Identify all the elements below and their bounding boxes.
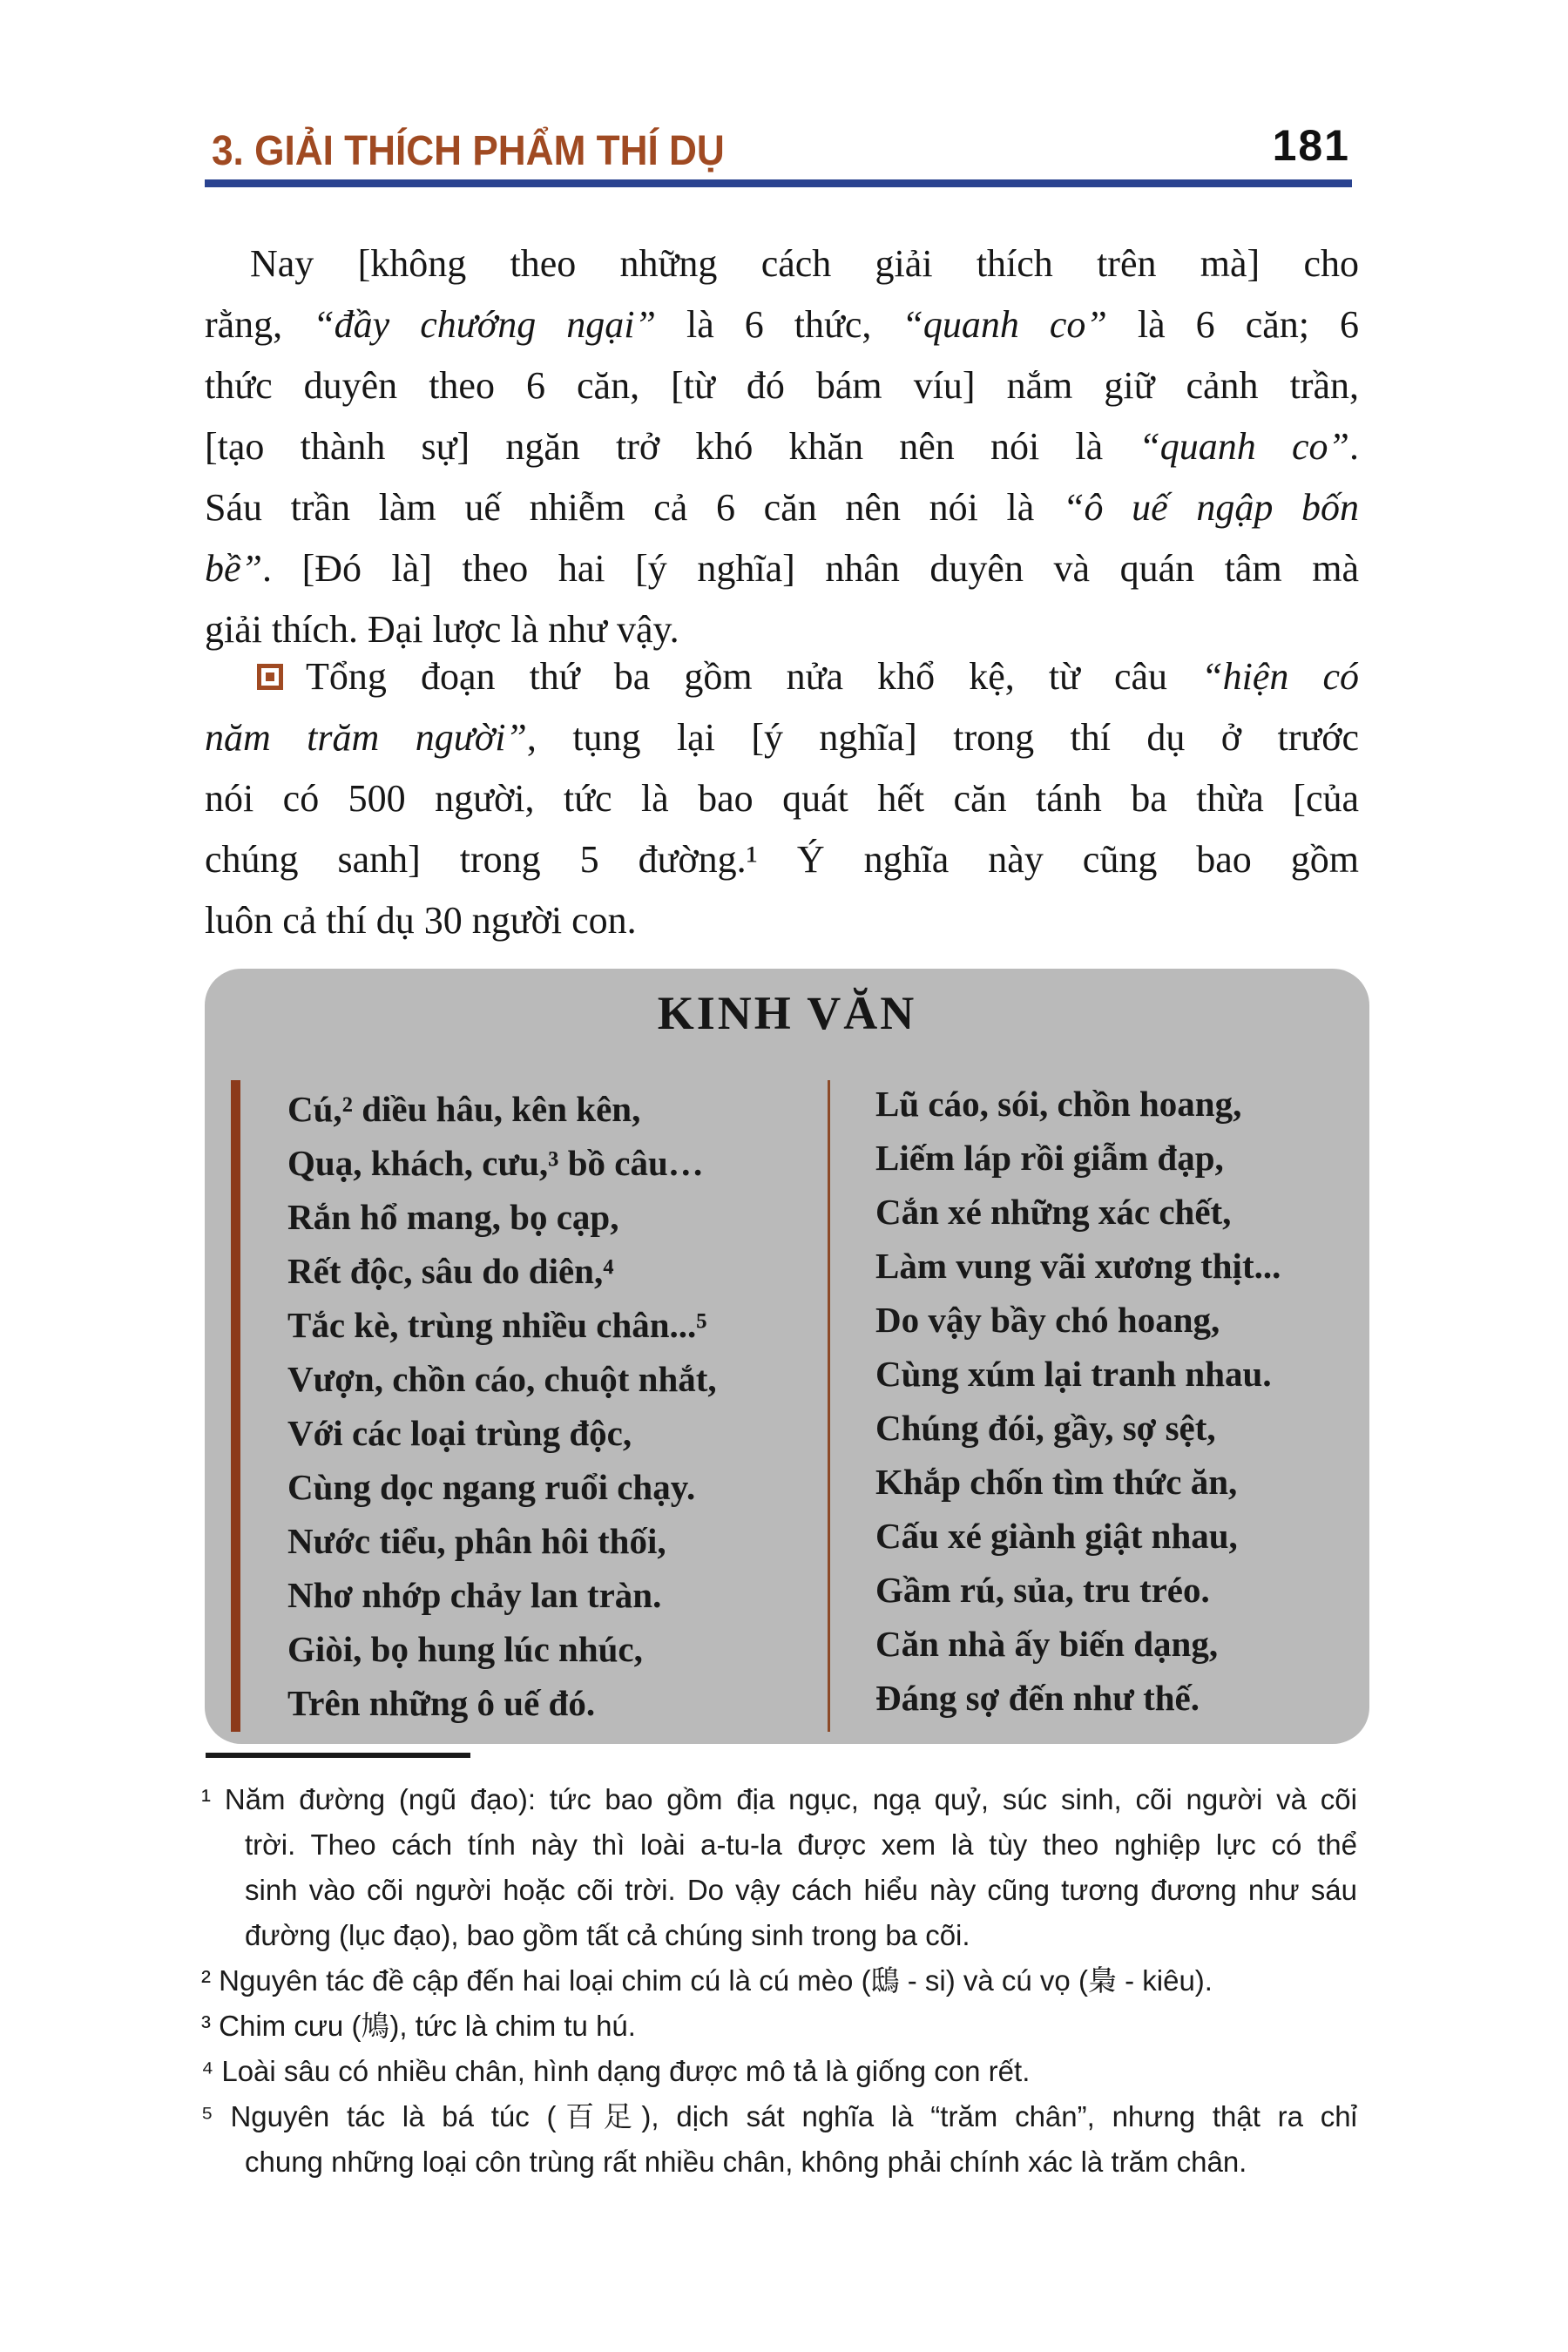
text-segment: ¹ Năm đường (ngũ đạo): tức bao gồm địa ngục, ngạ quỷ, súc sinh, cõi người và cõi — [201, 1783, 1357, 1815]
text-segment: nói có 500 người, tức là bao quát hết căn tánh ba thừa [của — [205, 777, 1359, 820]
footnote — [201, 1777, 1357, 1958]
verse-line: Tắc kè, trùng nhiều chân...⁵ — [287, 1305, 707, 1345]
body-text-line — [205, 707, 1359, 768]
body-text-line — [205, 233, 1359, 294]
text-segment: , tụng lại [ý nghĩa] trong thí dụ ở trước — [526, 716, 1359, 759]
body-text-line — [205, 355, 1359, 416]
footnote-line — [201, 1913, 1357, 1958]
verse-line: Cùng dọc ngang ruổi chạy. — [287, 1467, 696, 1507]
verse-line: Cấu xé giành giật nhau, — [875, 1516, 1238, 1556]
verse-line: Cắn xé những xác chết, — [875, 1192, 1232, 1232]
section-bullet-icon — [257, 664, 283, 690]
text-segment: ⁵ Nguyên tác là bá túc (百足), dịch sát nghĩa là “trăm chân”, nhưng thật ra chỉ — [201, 2100, 1357, 2132]
body-text-line — [205, 890, 1359, 951]
text-segment: . [Đó là] theo hai [ý nghĩa] nhân duyên và quán tâm mà — [262, 547, 1359, 590]
footnote — [201, 2049, 1357, 2094]
text-segment: sinh vào cõi người hoặc cõi trời. Do vậy cách hiểu này cũng tương đương như sáu — [245, 1874, 1357, 1906]
text-segment: chung những loại côn trùng rất nhiều chân, không phải chính xác là trăm chân. — [245, 2146, 1247, 2178]
verse-line: Chúng đói, gầy, sợ sệt, — [875, 1408, 1216, 1448]
verse-line: Giòi, bọ hung lúc nhúc, — [287, 1629, 643, 1669]
verse-accent-bar — [231, 1080, 240, 1732]
footnotes-block — [201, 1777, 1357, 2185]
text-segment: “ô uế ngập bốn — [1062, 486, 1359, 529]
text-segment: là 6 thức, — [655, 303, 902, 346]
body-text-line — [205, 477, 1359, 538]
paragraph-explanation-1 — [205, 233, 1359, 660]
page-number: 181 — [1272, 121, 1350, 170]
verse-column-divider — [828, 1080, 830, 1732]
footnote-line — [201, 2139, 1357, 2185]
kinh-van-box — [205, 969, 1369, 1744]
text-segment: Sáu trần làm uế nhiễm cả 6 căn nên nói là — [205, 486, 1063, 529]
verse-line: Trên những ô uế đó. — [287, 1683, 596, 1723]
footnote-line — [201, 1777, 1357, 1822]
verse-line: Gầm rú, sủa, tru tréo. — [875, 1570, 1210, 1610]
verse-line: Liếm láp rồi giẫm đạp, — [875, 1138, 1224, 1178]
text-segment: năm trăm người” — [205, 716, 527, 759]
footnote-line — [201, 2049, 1357, 2094]
footnote-line — [201, 1822, 1357, 1868]
verse-line: Quạ, khách, cưu,³ bồ câu… — [287, 1143, 704, 1183]
text-segment: “hiện có — [1201, 655, 1359, 698]
verse-line: Với các loại trùng độc, — [287, 1413, 632, 1453]
verse-line: Làm vung vãi xương thịt... — [875, 1246, 1281, 1286]
footnote-separator — [206, 1753, 470, 1758]
verse-line: Nước tiểu, phân hôi thối, — [287, 1521, 666, 1561]
verse-line: Cú,² diều hâu, kên kên, — [287, 1089, 641, 1129]
text-segment: “đầy chướng ngại” — [313, 303, 656, 346]
body-text-line — [205, 768, 1359, 829]
text-segment: Nay [không theo những cách giải thích trên mà] cho — [250, 242, 1359, 285]
text-segment: giải thích. Đại lược là như vậy. — [205, 608, 679, 651]
footnote — [201, 2004, 1357, 2049]
verse-line: Rết độc, sâu do diên,⁴ — [287, 1251, 614, 1291]
verse-line: Nhơ nhớp chảy lan tràn. — [287, 1575, 662, 1615]
footnote-line — [201, 1868, 1357, 1913]
text-segment: trời. Theo cách tính này thì loài a-tu-la được xem là tùy theo nghiệp lực có thể — [245, 1828, 1357, 1861]
chapter-heading: 3. GIẢI THÍCH PHẨM THÍ DỤ — [212, 128, 725, 174]
footnote — [201, 1958, 1357, 2004]
body-text-line — [205, 538, 1359, 599]
footnote-line — [201, 1958, 1357, 2004]
text-segment: “quanh co” — [1139, 425, 1349, 468]
verse-column-left — [287, 1082, 814, 1730]
footnote-line — [201, 2004, 1357, 2049]
kinh-van-heading: KINH VĂN — [657, 987, 917, 1039]
text-segment: ³ Chim cưu (鳩), tức là chim tu hú. — [201, 2010, 636, 2042]
body-text-line — [205, 416, 1359, 477]
text-segment: . — [1348, 425, 1359, 468]
footnote-line — [201, 2094, 1357, 2139]
text-segment: thức duyên theo 6 căn, [từ đó bám víu] nắm giữ cảnh trần, — [205, 364, 1359, 407]
text-segment: “quanh co” — [902, 303, 1107, 346]
footnote — [201, 2094, 1357, 2185]
verse-line: Vượn, chồn cáo, chuột nhắt, — [287, 1359, 717, 1399]
text-segment: rằng, — [205, 303, 314, 346]
verse-line: Cùng xúm lại tranh nhau. — [875, 1354, 1272, 1394]
verse-line: Rắn hổ mang, bọ cạp, — [287, 1197, 619, 1237]
text-segment: bề” — [205, 547, 262, 590]
paragraph-explanation-2 — [205, 646, 1359, 951]
verse-line: Lũ cáo, sói, chồn hoang, — [875, 1084, 1242, 1124]
verse-line: Do vậy bầy chó hoang, — [875, 1300, 1220, 1340]
body-text-line — [205, 294, 1359, 355]
text-segment: luôn cả thí dụ 30 người con. — [205, 899, 637, 942]
header-rule — [205, 179, 1352, 187]
body-text-line — [205, 829, 1359, 890]
verse-column-right — [875, 1077, 1363, 1725]
text-segment: [tạo thành sự] ngăn trở khó khăn nên nói là — [205, 425, 1139, 468]
text-segment: là 6 căn; 6 — [1106, 303, 1359, 346]
text-segment: đường (lục đạo), bao gồm tất cả chúng sinh trong ba cõi. — [245, 1919, 970, 1951]
text-segment: ² Nguyên tác đề cập đến hai loại chim cú là cú mèo (鴟 - si) và cú vọ (梟 - kiêu). — [201, 1964, 1213, 1997]
verse-line: Khắp chốn tìm thức ăn, — [875, 1462, 1238, 1502]
verse-line: Đáng sợ đến như thế. — [875, 1678, 1200, 1718]
text-segment: chúng sanh] trong 5 đường.¹ Ý nghĩa này cũng bao gồm — [205, 838, 1359, 881]
verse-line: Căn nhà ấy biến dạng, — [875, 1624, 1219, 1664]
body-text-line — [205, 646, 1359, 707]
text-segment: ⁴ Loài sâu có nhiều chân, hình dạng được mô tả là giống con rết. — [201, 2055, 1031, 2087]
text-segment: Tổng đoạn thứ ba gồm nửa khổ kệ, từ câu — [306, 655, 1202, 698]
